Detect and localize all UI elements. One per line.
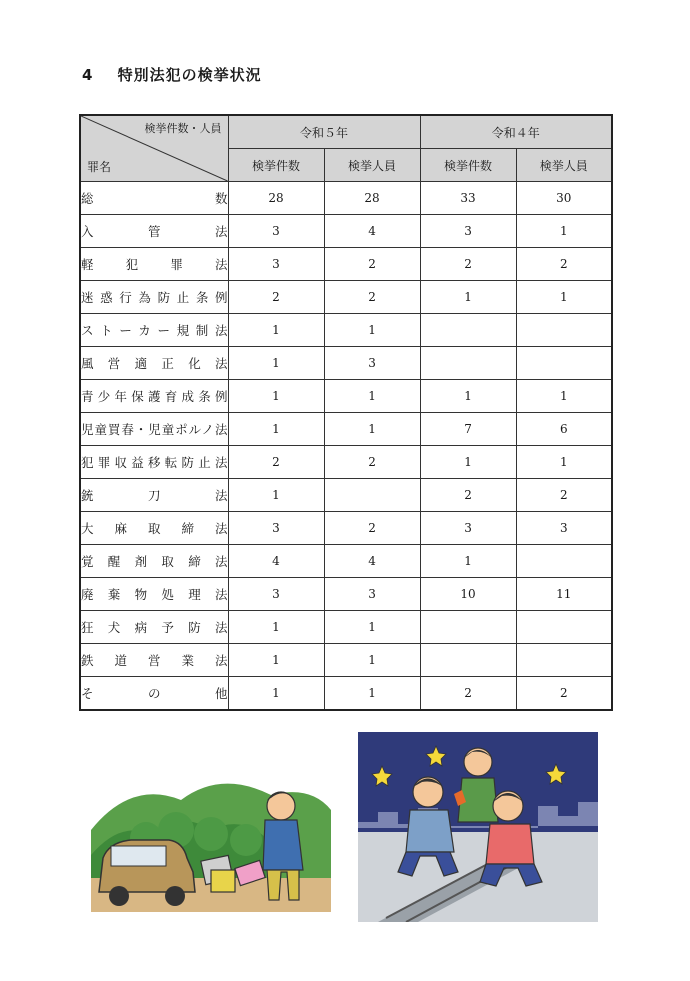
count-cell: 1 xyxy=(228,644,324,677)
count-cell: 1 xyxy=(228,314,324,347)
count-cell: 1 xyxy=(516,380,612,413)
column-header: 検挙人員 xyxy=(324,149,420,182)
count-cell: 2 xyxy=(420,248,516,281)
count-cell: 4 xyxy=(324,545,420,578)
count-cell: 1 xyxy=(228,380,324,413)
offense-name: 廃棄物処理法 xyxy=(80,578,228,611)
column-header: 検挙件数 xyxy=(420,149,516,182)
table-row xyxy=(80,215,612,248)
count-cell xyxy=(420,314,516,347)
offense-name: 風営適正化法 xyxy=(80,347,228,380)
offense-name: 迷惑行為防止条例 xyxy=(80,281,228,314)
count-cell: 1 xyxy=(420,281,516,314)
count-cell: 2 xyxy=(516,677,612,711)
count-cell xyxy=(516,611,612,644)
table-row xyxy=(80,677,612,711)
count-cell: 1 xyxy=(324,380,420,413)
count-cell: 3 xyxy=(228,512,324,545)
count-cell: 1 xyxy=(516,446,612,479)
offense-name: 犯罪収益移転防止法 xyxy=(80,446,228,479)
count-cell: 1 xyxy=(324,314,420,347)
count-cell: 6 xyxy=(516,413,612,446)
corner-bottom-label: 罪名 xyxy=(87,160,112,174)
count-cell: 1 xyxy=(324,413,420,446)
table-row xyxy=(80,578,612,611)
offense-name: 覚醒剤取締法 xyxy=(80,545,228,578)
count-cell: 1 xyxy=(420,380,516,413)
offense-name: 軽犯罪法 xyxy=(80,248,228,281)
count-cell: 1 xyxy=(516,281,612,314)
count-cell: 3 xyxy=(228,578,324,611)
arrest-statistics-table xyxy=(79,114,613,711)
count-cell: 3 xyxy=(324,347,420,380)
table-row xyxy=(80,446,612,479)
count-cell: 3 xyxy=(516,512,612,545)
table-row xyxy=(80,347,612,380)
count-cell: 1 xyxy=(324,644,420,677)
offense-name: 銃刀法 xyxy=(80,479,228,512)
count-cell: 30 xyxy=(516,182,612,215)
count-cell: 1 xyxy=(516,215,612,248)
section-number: 4 xyxy=(82,66,94,84)
table-row xyxy=(80,380,612,413)
count-cell: 2 xyxy=(228,446,324,479)
count-cell: 2 xyxy=(420,677,516,711)
count-cell xyxy=(420,611,516,644)
count-cell: 11 xyxy=(516,578,612,611)
count-cell: 3 xyxy=(420,512,516,545)
table-row xyxy=(80,479,612,512)
offense-name: 児童買春・児童ポルノ法 xyxy=(80,413,228,446)
count-cell xyxy=(516,644,612,677)
count-cell: 4 xyxy=(228,545,324,578)
table-row xyxy=(80,248,612,281)
count-cell xyxy=(324,479,420,512)
offense-name: 青少年保護育成条例 xyxy=(80,380,228,413)
count-cell: 28 xyxy=(228,182,324,215)
count-cell: 1 xyxy=(324,677,420,711)
count-cell: 2 xyxy=(516,479,612,512)
count-cell: 3 xyxy=(324,578,420,611)
period-header: 令和４年 xyxy=(420,115,612,149)
count-cell: 2 xyxy=(324,512,420,545)
corner-top-label: 検挙件数・人員 xyxy=(144,122,222,135)
table-corner-header xyxy=(80,115,228,182)
column-header: 検挙人員 xyxy=(516,149,612,182)
count-cell: 1 xyxy=(228,347,324,380)
count-cell: 3 xyxy=(420,215,516,248)
count-cell: 1 xyxy=(228,479,324,512)
offense-name: 入管法 xyxy=(80,215,228,248)
offense-name: 鉄道営業法 xyxy=(80,644,228,677)
period-header: 令和５年 xyxy=(228,115,420,149)
table-row xyxy=(80,413,612,446)
count-cell: 1 xyxy=(324,611,420,644)
offense-name: 総数 xyxy=(80,182,228,215)
offense-name: 狂犬病予防法 xyxy=(80,611,228,644)
count-cell: 2 xyxy=(324,248,420,281)
table-row xyxy=(80,182,612,215)
table-row xyxy=(80,281,612,314)
railway-mischief-illustration xyxy=(358,732,598,922)
count-cell: 2 xyxy=(324,281,420,314)
table-row xyxy=(80,644,612,677)
count-cell: 4 xyxy=(324,215,420,248)
count-cell: 2 xyxy=(516,248,612,281)
table-row xyxy=(80,545,612,578)
count-cell: 1 xyxy=(228,413,324,446)
illegal-dumping-illustration xyxy=(91,760,331,912)
count-cell: 3 xyxy=(228,248,324,281)
offense-name: ストーカー規制法 xyxy=(80,314,228,347)
count-cell: 2 xyxy=(324,446,420,479)
count-cell xyxy=(420,644,516,677)
count-cell: 28 xyxy=(324,182,420,215)
count-cell xyxy=(516,347,612,380)
count-cell xyxy=(420,347,516,380)
count-cell: 1 xyxy=(420,446,516,479)
section-title: 特別法犯の検挙状況 xyxy=(117,66,262,84)
count-cell: 1 xyxy=(420,545,516,578)
count-cell: 1 xyxy=(228,611,324,644)
table-row xyxy=(80,512,612,545)
count-cell: 3 xyxy=(228,215,324,248)
count-cell xyxy=(516,545,612,578)
count-cell: 33 xyxy=(420,182,516,215)
offense-name: その他 xyxy=(80,677,228,711)
count-cell: 1 xyxy=(228,677,324,711)
table-row xyxy=(80,314,612,347)
section-heading xyxy=(82,64,262,85)
column-header: 検挙件数 xyxy=(228,149,324,182)
count-cell: 2 xyxy=(420,479,516,512)
table-row xyxy=(80,611,612,644)
offense-name: 大麻取締法 xyxy=(80,512,228,545)
count-cell: 2 xyxy=(228,281,324,314)
count-cell: 10 xyxy=(420,578,516,611)
count-cell: 7 xyxy=(420,413,516,446)
count-cell xyxy=(516,314,612,347)
